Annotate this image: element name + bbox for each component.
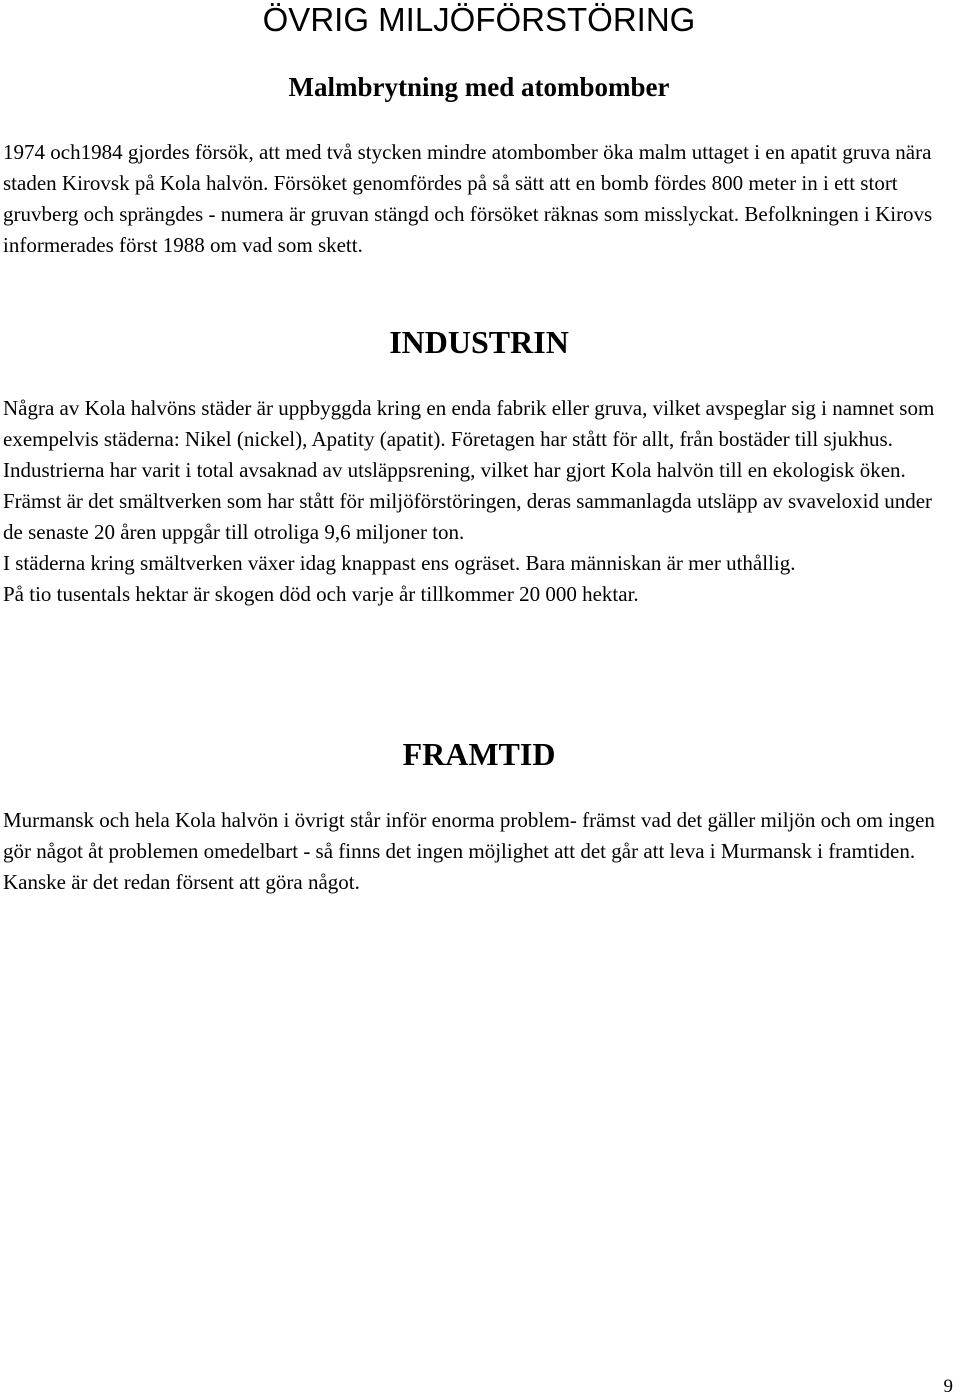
section-body-malmbrytning: [3, 137, 955, 261]
page-number: 9: [943, 1376, 953, 1397]
paragraph: I städerna kring smältverken växer idag knappast ens ogräset. Bara människan är mer uthållig.: [3, 551, 796, 575]
section-heading-malmbrytning: Malmbrytning med atombomber: [288, 72, 670, 102]
paragraph: Kanske är det redan försent att göra något.: [3, 870, 360, 894]
page-title: ÖVRIG MILJÖFÖRSTÖRING: [262, 1, 696, 38]
section-body-industrin: [3, 393, 955, 610]
paragraph: Industrierna har varit i total avsaknad av utsläppsrening, vilket har gjort Kola halvön till en ekologisk öken. Främst är det smältverken som har stått för miljöförstöringen, deras sammanlagda utsläpp av svaveloxid under de senaste 20 åren uppgår till otroliga 9,6 miljoner ton.: [3, 458, 933, 544]
section-heading-industrin: INDUSTRIN: [389, 324, 569, 360]
paragraph: Murmansk och hela Kola halvön i övrigt står inför enorma problem- främst vad det gäller miljön och om ingen gör något åt problemen omedelbart - så finns det ingen möjlighet att det går att leva i Murmansk i framtiden.: [3, 808, 935, 863]
paragraph: 1974 och1984 gjordes försök, att med två stycken mindre atombomber öka malm uttaget i en apatit gruva nära staden Kirovsk på Kola halvön. Försöket genomfördes på så sätt att en bomb fördes 800 meter in i ett stort gruvberg och sprängdes - numera är gruvan stängd och försöket räknas som misslyckat. Befolkningen i Kirovs informerades först 1988 om vad som skett.: [3, 140, 933, 257]
section-heading-framtid: FRAMTID: [402, 736, 556, 772]
paragraph: Några av Kola halvöns städer är uppbyggda kring en enda fabrik eller gruva, vilket avspeglar sig i namnet som exempelvis städerna: Nikel (nickel), Apatity (apatit). Företagen har stått för allt, från bostäder till sjukhus.: [3, 396, 935, 451]
section-body-framtid: [3, 805, 955, 898]
paragraph: På tio tusentals hektar är skogen död och varje år tillkommer 20 000 hektar.: [3, 582, 639, 606]
